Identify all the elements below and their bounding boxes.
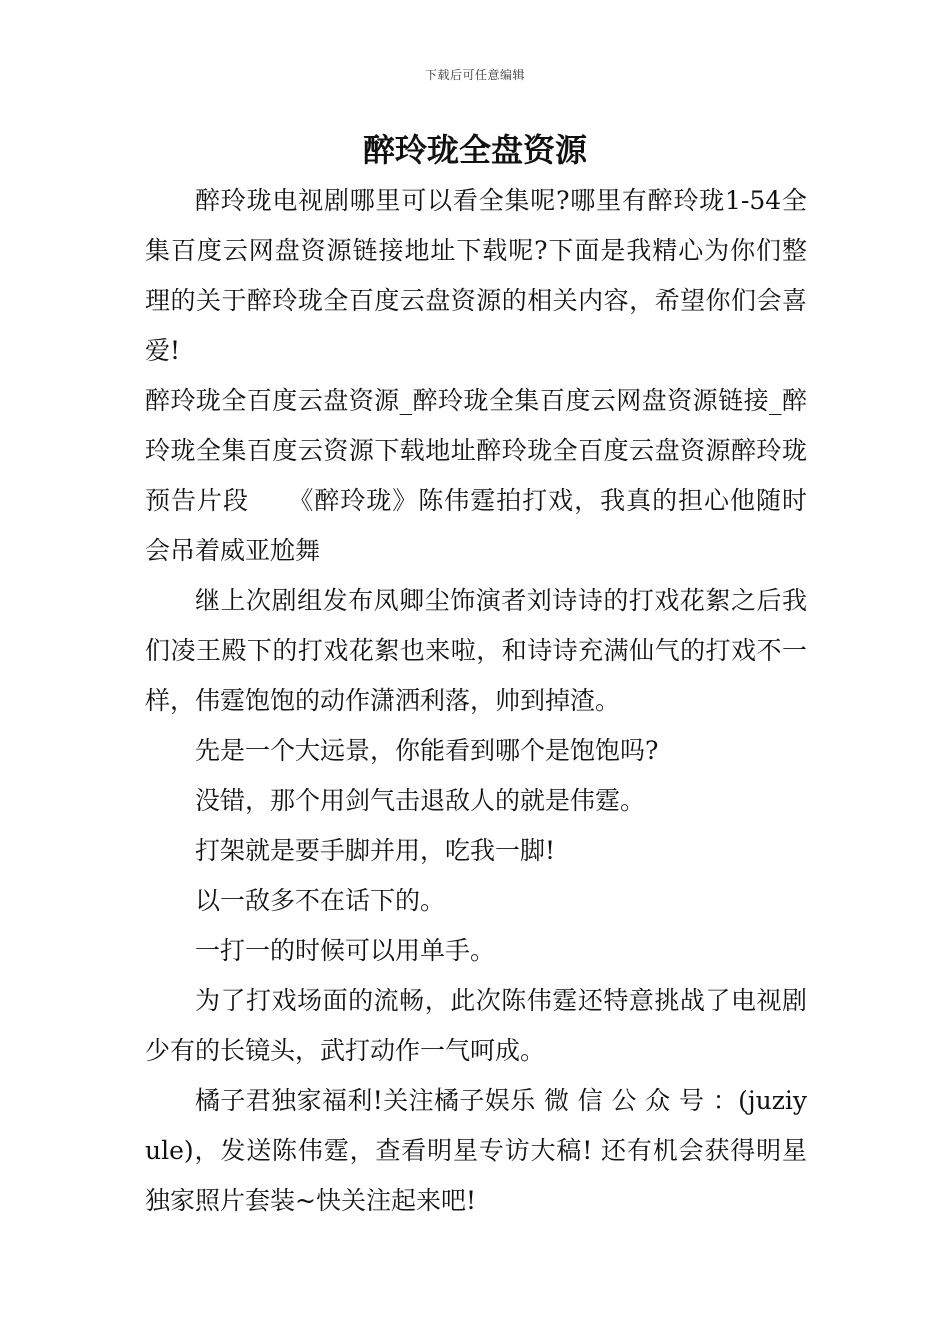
paragraph-kick: 打架就是要手脚并用，吃我一脚! — [195, 836, 556, 865]
paragraph-intro: 醉玲珑电视剧哪里可以看全集呢?哪里有醉玲珑1-54全集百度云网盘资源链接地址下载呢?下面是我精心为你们整理的关于醉玲珑全百度云盘资源的相关内容，希望你们会喜爱! — [145, 186, 807, 365]
paragraph-one-hand: 一打一的时候可以用单手。 — [195, 936, 496, 965]
document-body — [145, 176, 807, 1226]
paragraph-sword-qi: 没错，那个用剑气击退敌人的就是伟霆。 — [195, 786, 646, 815]
paragraph-promotion: 橘子君独家福利!关注橘子娱乐 微 信 公 众 号 ：(juziyule)，发送陈伟霆，查看明星专访大稿! 还有机会获得明星独家照片套装~快关注起来吧! — [145, 1086, 807, 1215]
paragraph-behind-scenes: 继上次剧组发布凤卿尘饰演者刘诗诗的打戏花絮之后我们凌王殿下的打戏花絮也来啦，和诗诗充满仙气的打戏不一样，伟霆饱饱的动作潇洒利落，帅到掉渣。 — [145, 586, 807, 715]
document-title: 醉玲珑全盘资源 — [362, 131, 587, 169]
paragraph-resource-links: 醉玲珑全百度云盘资源_醉玲珑全集百度云网盘资源链接_醉玲珑全集百度云资源下载地址醉玲珑全百度云盘资源醉玲珑预告片段 《醉玲珑》陈伟霆拍打戏，我真的担心他随时会吊着威亚尬舞 — [145, 386, 807, 565]
paragraph-long-shot: 先是一个大远景，你能看到哪个是饱饱吗? — [195, 736, 659, 765]
paragraph-one-vs-many: 以一敌多不在话下的。 — [195, 886, 446, 915]
header-note: 下载后可任意编辑 — [424, 68, 525, 82]
paragraph-long-take: 为了打戏场面的流畅，此次陈伟霆还特意挑战了电视剧少有的长镜头，武打动作一气呵成。 — [145, 986, 807, 1065]
